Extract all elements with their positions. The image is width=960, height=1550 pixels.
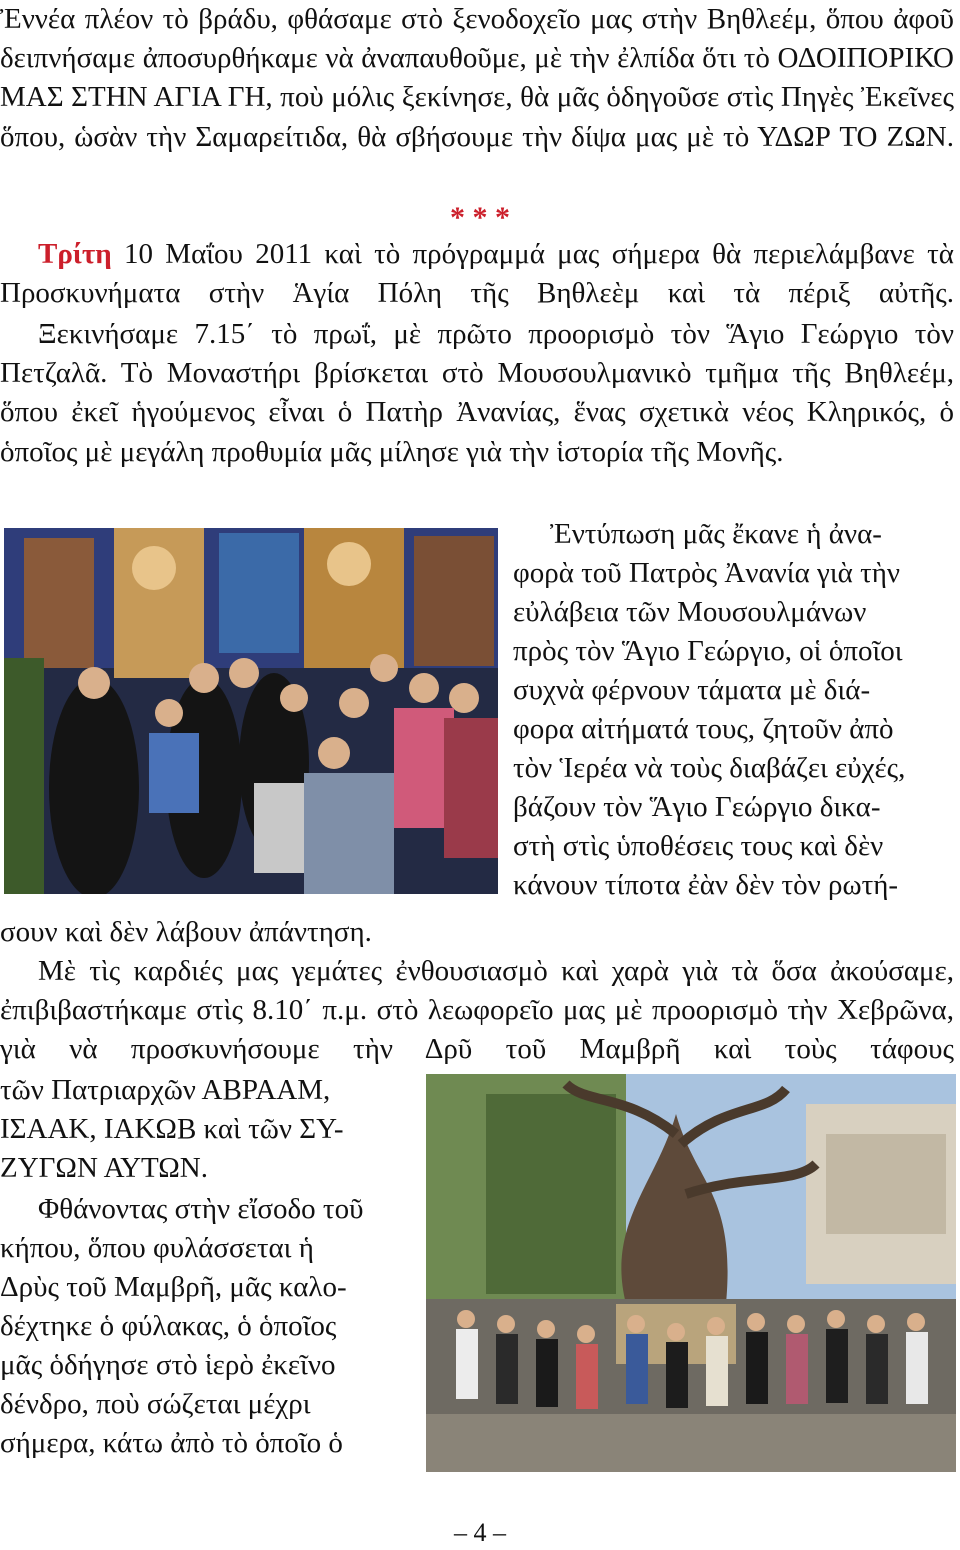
monastery-photo-graphic bbox=[4, 528, 498, 894]
arrival-line: μᾶς ὁδήγησε στὸ ἱερὸ ἐκεῖνο bbox=[0, 1349, 336, 1381]
mamre-oak-group-photo bbox=[426, 1074, 956, 1472]
tuesday-text: 10 Μαΐου 2011 καὶ τὸ πρόγραμμά μας σήμερα θὰ περιελάμβανε τὰ Προσκυνήματα στὴν Ἁγία Πόλη τῆς Βηθλεὲμ καὶ τὰ πέριξ αὐτῆς. bbox=[0, 238, 954, 310]
page-number: – 4 – bbox=[454, 1518, 506, 1547]
arrival-line: κήπου, ὅπου φυλάσσεται ἡ bbox=[0, 1232, 314, 1264]
arrival-line: Δρὺς τοῦ Μαμβρῆ, μᾶς καλο- bbox=[0, 1271, 347, 1303]
tuesday-paragraph bbox=[0, 235, 954, 313]
impression-line: στὴ στὶς ὑποθέσεις τους καὶ δὲν bbox=[513, 830, 884, 862]
arrival-line: σήμερα, κάτω ἀπὸ τὸ ὁποῖο ὁ bbox=[0, 1427, 343, 1459]
impression-line: Ἐντύπωση μᾶς ἔκανε ἡ ἀνα- bbox=[550, 518, 882, 550]
departure-paragraph: Ξεκινήσαμε 7.15΄ τὸ πρωΐ, μὲ πρῶτο προορισμὸ τὸν Ἅγιο Γεώργιο τὸν Πετζαλᾶ. Τὸ Μοναστήρι βρίσκεται στὸ Μουσουλμανικὸ τμῆμα τῆς Βηθλεέμ, ὅπου ἐκεῖ ἡγούμενος εἶναι ὁ Πατὴρ Ἀνανίας, ἕνας σχετικὰ νέος Κληρικός, ὁ ὁποῖος μὲ μεγάλη προθυμία μᾶς μίλησε γιὰ τὴν ἱστορία τῆς Μονῆς. bbox=[0, 318, 954, 468]
hebron-line: ΖΥΓΩΝ ΑΥΤΩΝ. bbox=[0, 1152, 208, 1184]
impression-line: κάνουν τίποτα ἐὰν δὲν τὸν ρωτή- bbox=[513, 869, 899, 901]
mamre-photo-graphic bbox=[426, 1074, 956, 1472]
hebron-paragraph: Μὲ τὶς καρδιές μας γεμάτες ἐνθουσιασμὸ καὶ χαρὰ γιὰ τὰ ὅσα ἀκούσαμε, ἐπιβιβαστήκαμε στὶς 8.10΄ π.μ. στὸ λεωφορεῖο μας μὲ προορισμὸ τὴν Χεβρῶνα, γιὰ νὰ προσκυνήσουμε τὴν Δρῦ τοῦ Μαμβρῆ καὶ τοὺς τάφους bbox=[0, 955, 954, 1066]
impression-line: συχνὰ φέρνουν τάματα μὲ διά- bbox=[513, 674, 871, 706]
tuesday-label: Τρίτη bbox=[38, 238, 112, 270]
arrival-line: δέχτηκε ὁ φύλακας, ὁ ὁποῖος bbox=[0, 1310, 337, 1342]
section-separator: * * * bbox=[450, 201, 510, 234]
impression-line: βάζουν τὸν Ἅγιο Γεώργιο δικα- bbox=[513, 791, 881, 823]
monastery-group-photo bbox=[4, 528, 498, 894]
impression-line: φορα αἰτήματά τους, ζητοῦν ἀπὸ bbox=[513, 713, 894, 745]
arrival-line: Φθάνοντας στὴν εἴσοδο τοῦ bbox=[38, 1193, 364, 1225]
hebron-line: τῶν Πατριαρχῶν ΑΒΡΑΑΜ, bbox=[0, 1074, 331, 1106]
intro-paragraph: Ἐννέα πλέον τὸ βράδυ, φθάσαμε στὸ ξενοδοχεῖο μας στὴν Βηθλεέμ, ὅπου ἀφοῦ δειπνήσαμε ἀποσυρθήκαμε νὰ ἀναπαυθοῦμε, μὲ τὴν ἐλπίδα ὅτι τὸ ΟΔΟΙΠΟΡΙΚΟ ΜΑΣ ΣΤΗΝ ΑΓΙΑ ΓΗ, ποὺ μόλις ξεκίνησε, θὰ μᾶς ὁδηγοῦσε στὶς Πηγὲς Ἐκεῖνες ὅπου, ὡσὰν τὴν Σαμαρείτιδα, θὰ σβήσουμε τὴν δίψα μας μὲ τὸ ΥΔΩΡ ΤΟ ΖΩΝ. bbox=[0, 3, 954, 153]
arrival-line: δένδρο, ποὺ σώζεται μέχρι bbox=[0, 1388, 311, 1420]
impression-end-line: σουν καὶ δὲν λάβουν ἀπάντηση. bbox=[0, 916, 372, 948]
impression-line: πρὸς τὸν Ἅγιο Γεώργιο, οἱ ὁποῖοι bbox=[513, 635, 903, 667]
impression-line: τὸν Ἱερέα νὰ τοὺς διαβάζει εὐχές, bbox=[513, 752, 906, 784]
impression-line: εὐλάβεια τῶν Μουσουλμάνων bbox=[513, 596, 867, 628]
impression-line: φορὰ τοῦ Πατρὸς Ἀνανία γιὰ τὴν bbox=[513, 557, 901, 589]
hebron-line: ΙΣΑΑΚ, ΙΑΚΩΒ καὶ τῶν ΣΥ- bbox=[0, 1113, 344, 1145]
